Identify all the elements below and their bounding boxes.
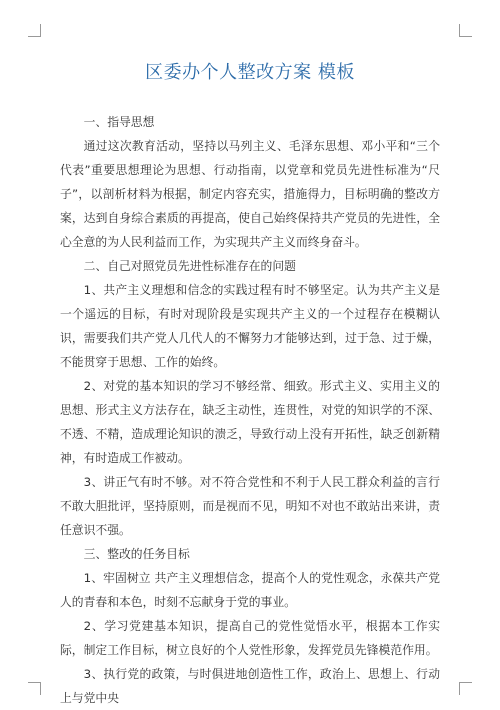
body-paragraph: 通过这次教育活动，坚持以马列主义、毛泽东思想、邓小平和“三个代表”重要思想理论为思想、行动指南，以党章和党员先进性标准为“尺子”，以剖析材料为根据，制定内容充实，措施得力，目标明确的整改方案，达到自身综合素质的再提高，使自己始终保持共产党员的先进性，全心全意的为人民利益而工作，为实现共产主义而终身奋斗。: [60, 139, 440, 249]
body-paragraph: 2、对党的基本知识的学习不够经常、细致。形式主义、实用主义的思想、形式主义方法存在，缺乏主动性，连贯性，对党的知识学的不深、不透、不精，造成理论知识的溃乏，导致行动上没有开拓性，缺乏创新精神，有时造成工作被动。: [60, 379, 440, 465]
body-paragraph: 3、执行党的政策，与时俱进地创造性工作，政治上、思想上、行动上与党中央: [60, 667, 440, 705]
section-heading-guiding-ideology: 一、指导思想: [83, 115, 155, 129]
body-paragraph: 1、牢固树立 共产主义理想信念，提高个人的党性观念，永葆共产党人的青春和本色，时刻不忘献身于党的事业。: [60, 571, 440, 609]
page-corner-mark-top-right: [459, 24, 472, 37]
page-corner-mark-bottom-right: [459, 682, 472, 695]
document-title: 区委办个人整改方案 模板: [145, 62, 355, 83]
page-corner-mark-bottom-left: [28, 682, 41, 695]
body-paragraph: 1、共产主义理想和信念的实践过程有时不够坚定。认为共产主义是一个遥远的目标，有时对现阶段是实现共产主义的一个过程存在模糊认识，需要我们共产党人几代人的不懈努力才能够达到，过于急、过于燥，不能贯穿于思想、工作的始终。: [60, 283, 440, 369]
page-corner-mark-top-left: [28, 24, 41, 37]
body-paragraph: 2、学习党建基本知识，提高自己的党性觉悟水平，根据本工作实际，制定工作目标，树立良好的个人党性形象，发挥党员先锋模范作用。: [60, 619, 440, 657]
section-heading-rectification-goals: 三、整改的任务目标: [83, 547, 190, 561]
document-body: [60, 110, 440, 710]
section-heading-existing-problems: 二、自己对照党员先进性标准存在的问题: [83, 259, 296, 273]
body-paragraph: 3、讲正气有时不够。对不符合党性和不利于人民工群众利益的言行不敢大胆批评，坚持原则，而是视而不见，明知不对也不敢站出来讲，责任意识不强。: [60, 475, 440, 537]
